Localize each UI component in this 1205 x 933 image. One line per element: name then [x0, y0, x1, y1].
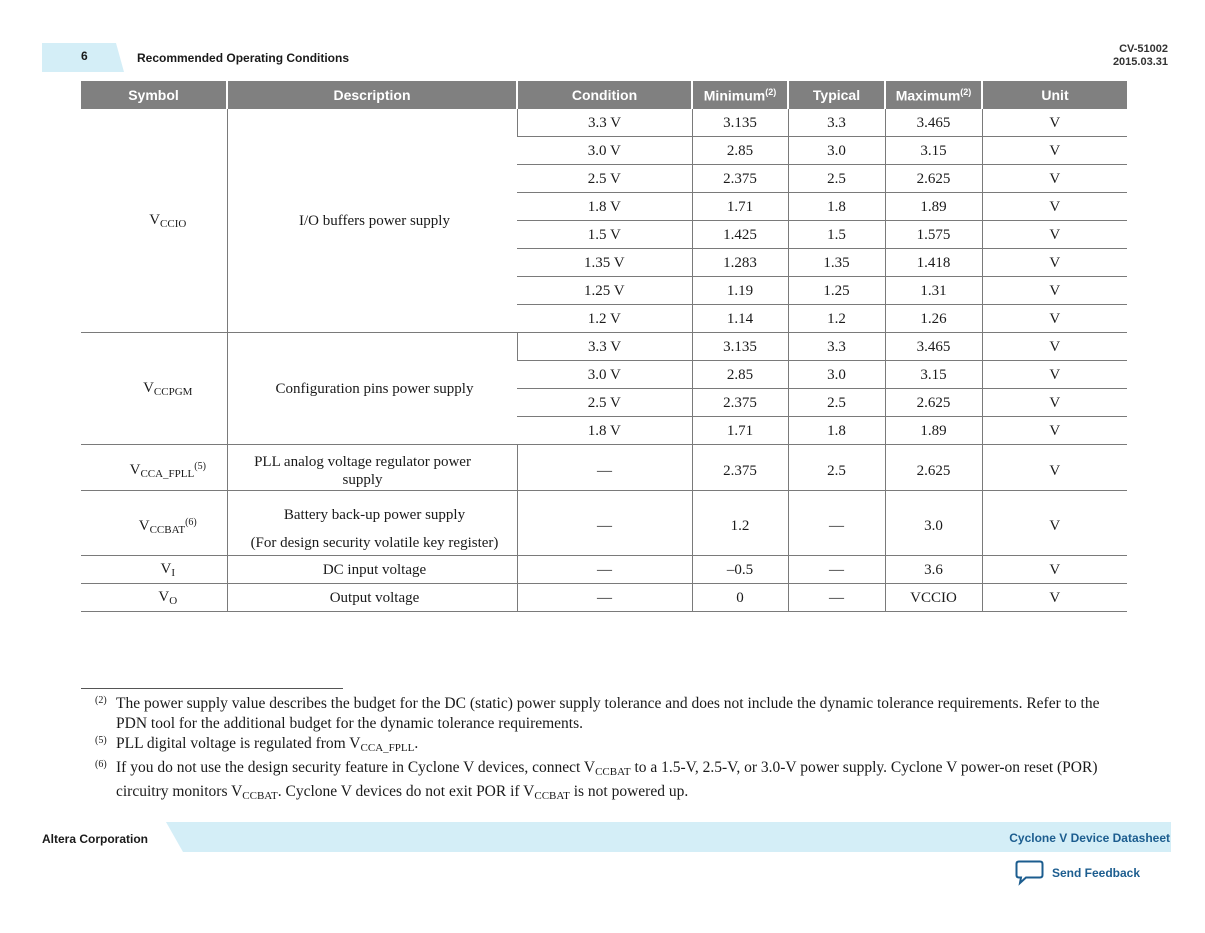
doc-title-link[interactable]: Cyclone V Device Datasheet — [1009, 831, 1170, 845]
doc-id: CV-51002 — [1119, 43, 1168, 55]
minimum-cell: 3.135 — [692, 109, 788, 137]
maximum-cell: 3.465 — [885, 109, 982, 137]
description-cell: I/O buffers power supply — [227, 109, 517, 333]
col-typical: Typical — [788, 81, 885, 109]
unit-cell: V — [982, 109, 1127, 137]
symbol-main: V — [143, 380, 154, 396]
minimum-cell: 1.425 — [692, 221, 788, 249]
maximum-cell: 1.89 — [885, 417, 982, 445]
symbol-cell — [81, 556, 227, 584]
condition-cell: — — [517, 584, 692, 612]
maximum-cell: 1.575 — [885, 221, 982, 249]
condition-cell: 2.5 V — [517, 389, 692, 417]
condition-cell: 1.8 V — [517, 417, 692, 445]
typical-cell: 1.5 — [788, 221, 885, 249]
typical-cell: 3.0 — [788, 361, 885, 389]
condition-cell: 1.35 V — [517, 249, 692, 277]
footnote-number: (6) — [95, 759, 107, 770]
footnote-subscript: CCBAT — [595, 766, 631, 778]
symbol-main: V — [138, 517, 150, 534]
maximum-cell: 2.625 — [885, 445, 982, 491]
footnote-text: . Cyclone V devices do not exit POR if V — [277, 783, 535, 800]
condition-cell: 1.25 V — [517, 277, 692, 305]
col-description: Description — [227, 81, 517, 109]
minimum-cell: 1.71 — [692, 193, 788, 221]
minimum-cell: –0.5 — [692, 556, 788, 584]
typical-cell: — — [788, 584, 885, 612]
symbol-note: (6) — [185, 516, 197, 528]
table-row — [81, 333, 1127, 361]
col-maximum — [885, 81, 982, 109]
minimum-cell: 1.14 — [692, 305, 788, 333]
footnote-5 — [95, 734, 1125, 758]
description-line-2: (For design security volatile key register) — [250, 535, 499, 551]
symbol-cell — [81, 445, 227, 491]
minimum-cell: 2.85 — [692, 361, 788, 389]
col-unit: Unit — [982, 81, 1127, 109]
symbol-main: V — [158, 589, 170, 605]
speech-bubble-icon — [1015, 860, 1044, 886]
typical-cell: 3.3 — [788, 333, 885, 361]
symbol-subscript: CCPGM — [153, 386, 193, 398]
table-row — [81, 556, 1127, 584]
symbol-cell — [81, 491, 227, 556]
condition-cell: — — [517, 491, 692, 556]
maximum-cell: 3.6 — [885, 556, 982, 584]
unit-cell: V — [982, 491, 1127, 556]
maximum-cell: 2.625 — [885, 165, 982, 193]
section-title: Recommended Operating Conditions — [137, 51, 350, 65]
footnote-divider — [81, 688, 343, 689]
condition-cell: 2.5 V — [517, 165, 692, 193]
condition-cell: 1.2 V — [517, 305, 692, 333]
symbol-main: V — [149, 212, 161, 228]
condition-cell: 1.8 V — [517, 193, 692, 221]
condition-cell: 3.0 V — [517, 361, 692, 389]
description-cell — [227, 491, 517, 556]
minimum-cell: 3.135 — [692, 333, 788, 361]
col-minimum-label: Minimum — [703, 87, 766, 104]
description-cell: Configuration pins power supply — [227, 333, 517, 445]
maximum-cell: 1.31 — [885, 277, 982, 305]
unit-cell: V — [982, 556, 1127, 584]
symbol-main: V — [129, 462, 141, 478]
condition-cell: 3.3 V — [517, 333, 692, 361]
doc-info — [1113, 43, 1168, 69]
condition-cell: 3.0 V — [517, 137, 692, 165]
typical-cell: 2.5 — [788, 445, 885, 491]
maximum-cell: 1.418 — [885, 249, 982, 277]
footnote-6 — [95, 758, 1125, 806]
footnote-text: PLL digital voltage is regulated from V — [116, 735, 361, 752]
typical-cell: 1.2 — [788, 305, 885, 333]
symbol-note: (5) — [194, 461, 206, 472]
table-body — [81, 109, 1127, 612]
symbol-cell — [81, 109, 227, 333]
maximum-cell: VCCIO — [885, 584, 982, 612]
footnotes — [95, 694, 1125, 806]
typical-cell: 1.25 — [788, 277, 885, 305]
table-row — [81, 584, 1127, 612]
footnote-subscript: CCBAT — [242, 790, 278, 802]
unit-cell: V — [982, 277, 1127, 305]
minimum-cell: 1.71 — [692, 417, 788, 445]
unit-cell: V — [982, 165, 1127, 193]
typical-cell: 1.35 — [788, 249, 885, 277]
unit-cell: V — [982, 193, 1127, 221]
footnote-text: is not powered up. — [569, 783, 689, 800]
condition-cell: — — [517, 445, 692, 491]
description-cell — [227, 445, 517, 491]
page-number: 6 — [81, 49, 88, 63]
col-maximum-label: Maximum — [895, 87, 961, 104]
doc-date: 2015.03.31 — [1112, 56, 1168, 68]
footnote-subscript: CCA_FPLL — [360, 742, 415, 754]
maximum-cell: 1.26 — [885, 305, 982, 333]
symbol-subscript: CCA_FPLL — [140, 468, 195, 480]
unit-cell: V — [982, 333, 1127, 361]
footnote-number: (2) — [95, 695, 107, 706]
minimum-cell: 2.375 — [692, 445, 788, 491]
unit-cell: V — [982, 417, 1127, 445]
minimum-cell: 1.19 — [692, 277, 788, 305]
footnote-text: The power supply value describes the budget for the DC (static) power supply tolerance and does not include the dynamic tolerance requirements. Refer to the PDN tool for the additional budget for the dynamic tolerance requirements. — [116, 695, 1100, 732]
unit-cell: V — [982, 389, 1127, 417]
unit-cell: V — [982, 361, 1127, 389]
footnote-subscript: CCBAT — [534, 790, 570, 802]
condition-cell: 1.5 V — [517, 221, 692, 249]
maximum-cell: 3.15 — [885, 137, 982, 165]
maximum-cell: 2.625 — [885, 389, 982, 417]
typical-cell: 3.3 — [788, 109, 885, 137]
typical-cell: 1.8 — [788, 193, 885, 221]
typical-cell: 1.8 — [788, 417, 885, 445]
company-name: Altera Corporation — [42, 832, 149, 846]
description-line: Output voltage — [329, 589, 420, 606]
description-line: DC input voltage — [322, 561, 427, 578]
unit-cell: V — [982, 305, 1127, 333]
typical-cell: 3.0 — [788, 137, 885, 165]
footnote-2 — [95, 694, 1125, 734]
footnote-text: . — [414, 735, 419, 752]
description-cell — [227, 584, 517, 612]
symbol-subscript: CCIO — [160, 218, 187, 230]
symbol-cell — [81, 333, 227, 445]
description-line: PLL analog voltage regulator power supply — [254, 453, 471, 488]
maximum-cell: 3.15 — [885, 361, 982, 389]
table-row — [81, 445, 1127, 491]
footnote-text: to a 1.5-V, 2.5-V, or 3.0-V power supply. Cyclone V power-on reset (POR) circuitry monitors V — [116, 759, 1098, 800]
col-maximum-note: (2) — [960, 86, 972, 97]
maximum-cell: 1.89 — [885, 193, 982, 221]
maximum-cell: 3.465 — [885, 333, 982, 361]
minimum-cell: 2.375 — [692, 389, 788, 417]
table-header-row — [81, 81, 1127, 109]
unit-cell: V — [982, 137, 1127, 165]
minimum-cell: 1.2 — [692, 491, 788, 556]
symbol-cell — [81, 584, 227, 612]
minimum-cell: 2.85 — [692, 137, 788, 165]
unit-cell: V — [982, 221, 1127, 249]
send-feedback-button[interactable] — [1015, 860, 1140, 886]
unit-cell: V — [982, 249, 1127, 277]
typical-cell: 2.5 — [788, 165, 885, 193]
unit-cell: V — [982, 445, 1127, 491]
typical-cell: — — [788, 556, 885, 584]
footnote-number: (5) — [95, 735, 107, 746]
typical-cell: — — [788, 491, 885, 556]
description-line: Battery back-up power supply — [283, 507, 466, 523]
operating-conditions-table — [81, 81, 1127, 612]
table-row — [81, 109, 1127, 137]
send-feedback-label: Send Feedback — [1052, 866, 1141, 880]
condition-cell: 3.3 V — [517, 109, 692, 137]
col-condition: Condition — [517, 81, 692, 109]
table-row — [81, 491, 1127, 556]
symbol-subscript: I — [171, 567, 175, 579]
symbol-main: V — [160, 561, 172, 577]
minimum-cell: 1.283 — [692, 249, 788, 277]
col-minimum — [692, 81, 788, 109]
condition-cell: — — [517, 556, 692, 584]
footnote-text: If you do not use the design security feature in Cyclone V devices, connect V — [116, 759, 596, 776]
maximum-cell: 3.0 — [885, 491, 982, 556]
minimum-cell: 2.375 — [692, 165, 788, 193]
symbol-subscript: O — [169, 595, 178, 607]
symbol-subscript: CCBAT — [149, 523, 186, 536]
col-symbol: Symbol — [81, 81, 227, 109]
unit-cell: V — [982, 584, 1127, 612]
typical-cell: 2.5 — [788, 389, 885, 417]
col-minimum-note: (2) — [765, 86, 777, 97]
description-cell — [227, 556, 517, 584]
minimum-cell: 0 — [692, 584, 788, 612]
